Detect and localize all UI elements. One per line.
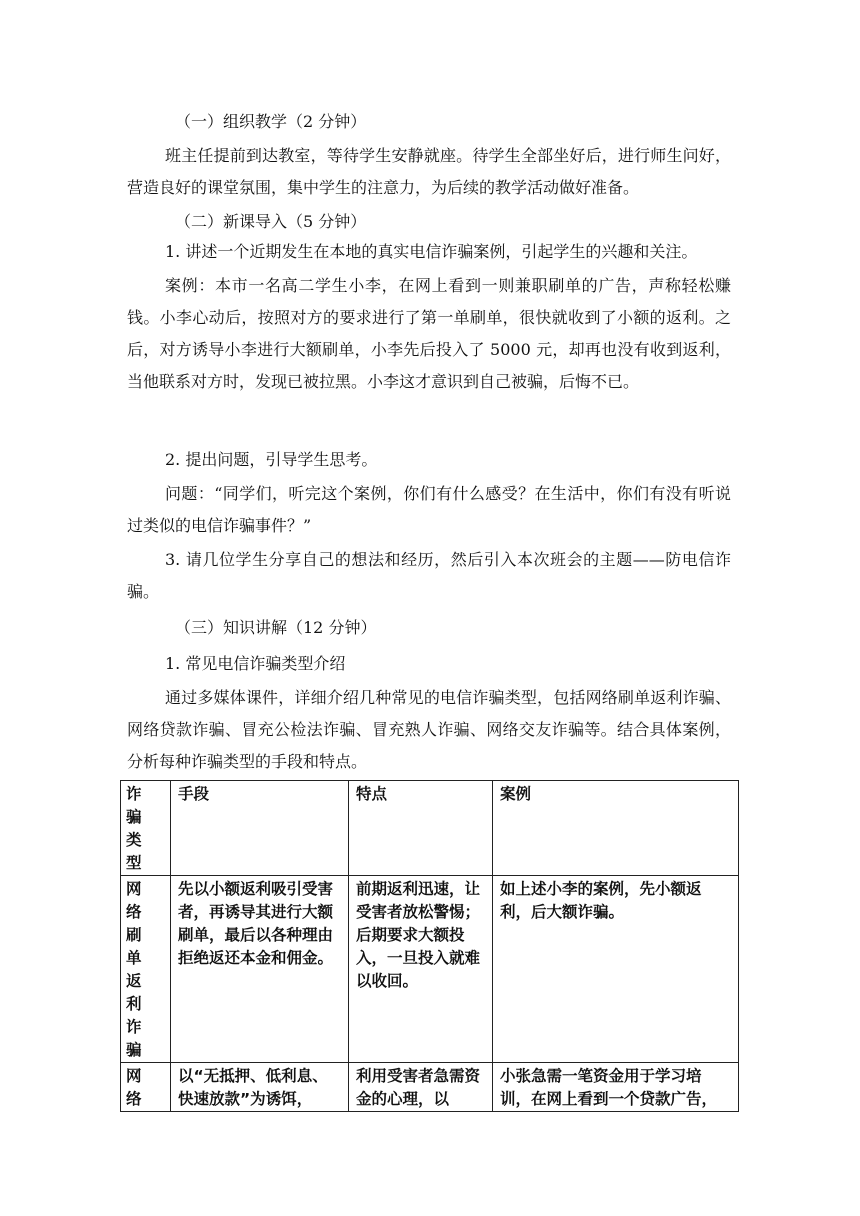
table-cell-features: 前期返利迅速，让受害者放松警惕；后期要求大额投入，一旦投入就难以收回。 [349, 876, 493, 1063]
intro-item-1: 1. 讲述一个近期发生在本地的真实电信诈骗案例，引起学生的兴趣和关注。 [165, 242, 698, 261]
table-cell-means: 先以小额返利吸引受害者，再诱导其进行大额刷单，最后以各种理由拒绝返还本金和佣金。 [171, 876, 349, 1063]
section-heading-organize: （一）组织教学（2 分钟） [175, 112, 367, 131]
knowledge-paragraph: 通过多媒体课件，详细介绍几种常见的电信诈骗类型，包括网络刷单返利诈骗、网络贷款诈骗、冒充公检法诈骗、冒充熟人诈骗、网络交友诈骗等。结合具体案例，分析每种诈骗类型的手段和特点。 [127, 688, 731, 771]
intro-question-paragraph: 问题：“同学们，听完这个案例，你们有什么感受？在生活中，你们有没有听说过类似的电信诈骗事件？” [127, 484, 731, 535]
intro-case-paragraph: 案例：本市一名高二学生小李，在网上看到一则兼职刷单的广告，声称轻松赚钱。小李心动后，按照对方的要求进行了第一单刷单，很快就收到了小额的返利。之后，对方诱导小李进行大额刷单，小李先后投入了 5000 元，却再也没有收到返利，当他联系对方时，发现已被拉黑。小李这才意识到自己被骗，后悔不已。 [127, 276, 731, 391]
table-cell-type: 网络刷单返利诈骗 [121, 876, 171, 1063]
knowledge-item-1: 1. 常见电信诈骗类型介绍 [165, 654, 346, 673]
table-row [121, 1063, 739, 1112]
intro-item-3: 3. 请几位学生分享自己的想法和经历，然后引入本次班会的主题——防电信诈骗。 [127, 550, 731, 601]
table-cell-features: 利用受害者急需资金的心理，以 [349, 1063, 493, 1112]
table-cell-type: 网络 [121, 1063, 171, 1112]
table-cell-example: 如上述小李的案例，先小额返利，后大额诈骗。 [493, 876, 739, 1063]
table-cell-means: 以“无抵押、低利息、快速放款”为诱饵， [171, 1063, 349, 1112]
intro-item-2: 2. 提出问题，引导学生思考。 [165, 450, 378, 469]
table-header-row [121, 781, 739, 876]
header-cell: 手段 [171, 781, 349, 876]
section-heading-intro: （二）新课导入（5 分钟） [175, 212, 367, 231]
table-row [121, 876, 739, 1063]
section-heading-knowledge: （三）知识讲解（12 分钟） [175, 618, 377, 637]
table-cell-example: 小张急需一笔资金用于学习培训，在网上看到一个贷款广告， [493, 1063, 739, 1112]
header-cell: 案例 [493, 781, 739, 876]
fraud-types-table [120, 780, 739, 1112]
paragraph-organize: 班主任提前到达教室，等待学生安静就座。待学生全部坐好后，进行师生问好，营造良好的课堂氛围，集中学生的注意力，为后续的教学活动做好准备。 [127, 146, 731, 197]
header-cell: 诈骗类型 [121, 781, 171, 876]
header-cell: 特点 [349, 781, 493, 876]
